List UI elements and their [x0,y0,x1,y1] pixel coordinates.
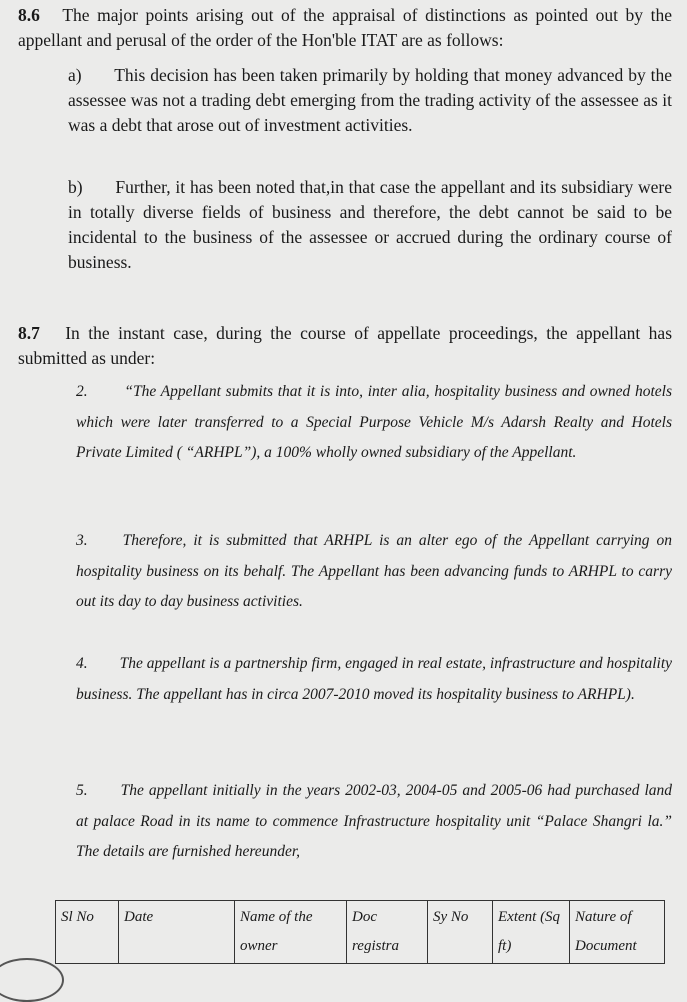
submission-item-2 [76,377,672,469]
item-number: 2. [76,383,88,400]
item-text: The appellant is a partnership firm, engaged in real estate, infrastructure and hospitality business. The appellant has in circa 2007-2010 moved its hospitality business to ARHPL). [76,655,673,703]
official-seal-stamp [0,958,64,1002]
header-sl-no: Sl No [56,901,119,964]
header-owner-name: Name of the owner [235,901,347,964]
paragraph-8-6-b [68,175,672,275]
item-label: a) [68,65,82,85]
header-sy-no: Sy No [428,901,493,964]
header-date: Date [119,901,235,964]
item-text: Further, it has been noted that,in that case the appellant and its subsidiary were in totally diverse fields of business and therefore, the debt cannot be said to be incidental to the business of the assessee or accrued during the ordinary course of business. [68,177,673,272]
item-text: The appellant initially in the years 2002-03, 2004-05 and 2005-06 had purchased land at palace Road in its name to commence Infrastructure hospitality unit “Palace Shangri la.” The details are furnished hereunder, [76,782,673,860]
item-label: b) [68,177,83,197]
header-doc-registration: Doc registra [347,901,428,964]
item-text: This decision has been taken primarily by holding that money advanced by the assessee was not a trading debt emerging from the trading activity of the assessee as it was a debt that arose out of investment activities. [68,65,673,135]
item-text: Therefore, it is submitted that ARHPL is an alter ego of the Appellant carrying on hospitality business on its behalf. The Appellant has been advancing funds to ARHPL to carry out its day to day business activities. [76,532,673,610]
paragraph-8-6 [18,3,672,53]
table-header-row [56,901,665,964]
item-number: 5. [76,782,88,799]
submission-item-4 [76,649,672,710]
item-text: “The Appellant submits that it is into, inter alia, hospitality business and owned hotels which were later transferred to a Special Purpose Vehicle M/s Adarsh Realty and Hotels Private Limited ( “ARHPL”), a 100% wholly owned subsidiary of the Appellant. [76,383,673,461]
paragraph-8-7 [18,321,672,371]
paragraph-text: The major points arising out of the appraisal of distinctions as pointed out by the appellant and perusal of the order of the Hon'ble ITAT are as follows: [18,5,672,50]
paragraph-number: 8.7 [18,323,40,343]
header-extent: Extent (Sq ft) [493,901,570,964]
item-number: 4. [76,655,88,672]
submission-item-5 [76,776,672,868]
land-details-table [55,900,665,964]
paragraph-number: 8.6 [18,5,40,25]
paragraph-text: In the instant case, during the course of appellate proceedings, the appellant has submitted as under: [18,323,673,368]
paragraph-8-6-a [68,63,672,138]
header-nature-of-document: Nature of Document [570,901,665,964]
submission-item-3 [76,526,672,618]
item-number: 3. [76,532,88,549]
